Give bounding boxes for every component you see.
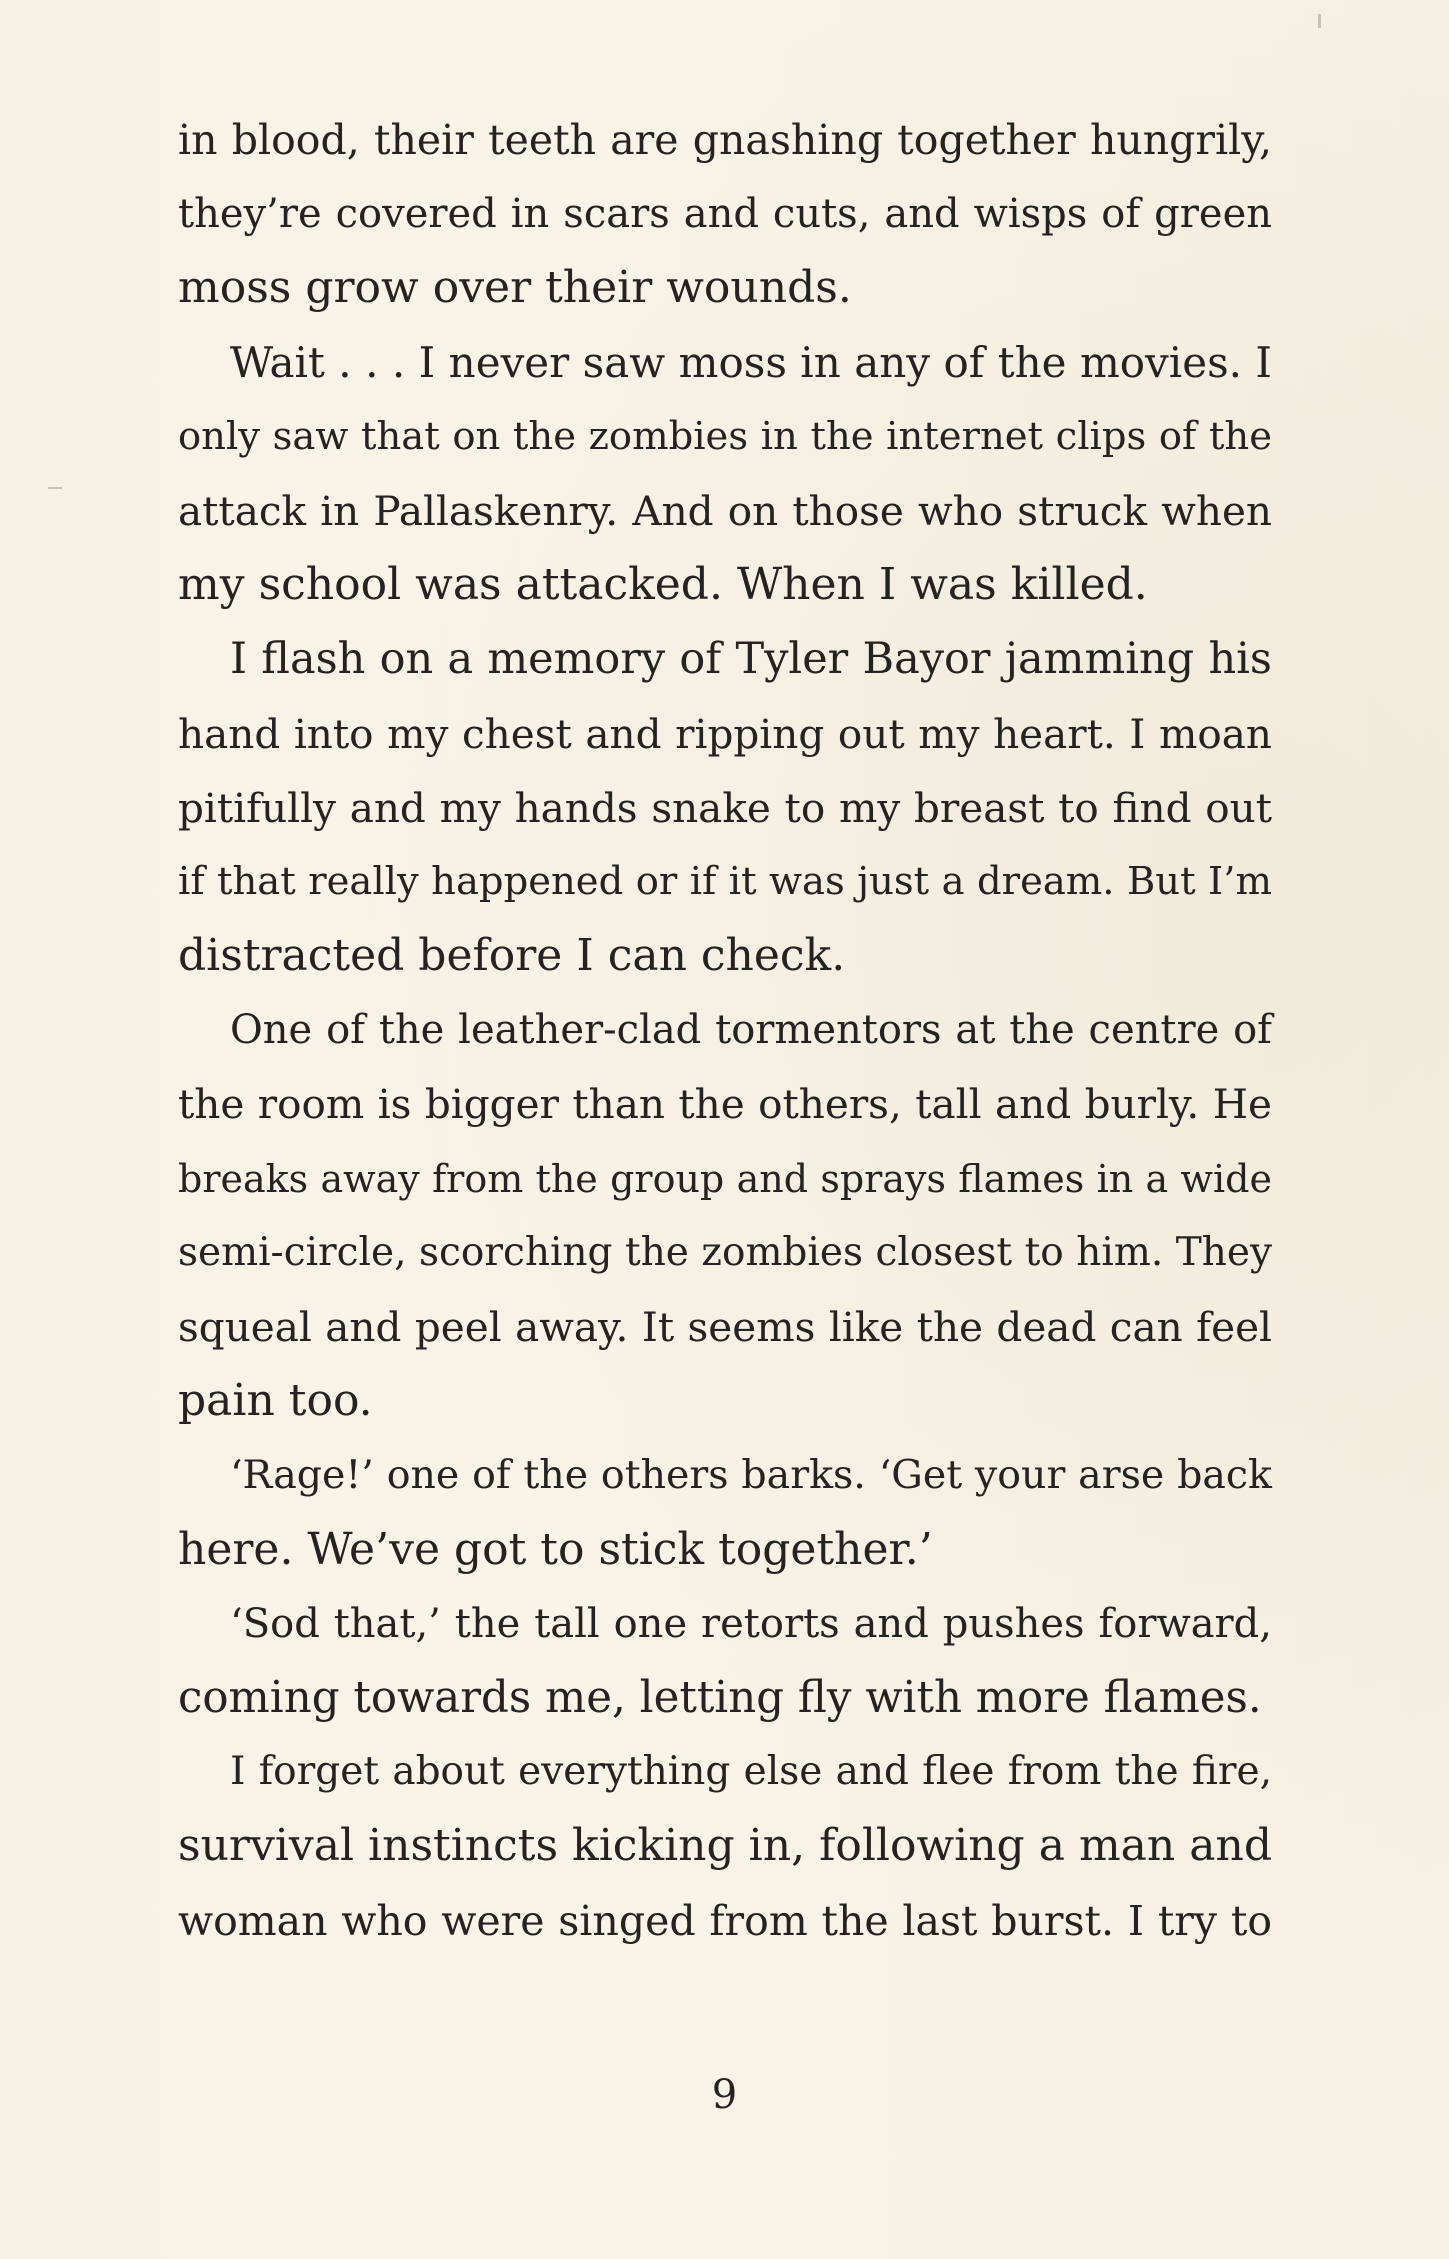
- body-text: [178, 103, 1272, 1958]
- text-line: pain too.: [178, 1375, 373, 1427]
- text-line: coming towards me, letting fly with more flames.: [178, 1672, 1262, 1723]
- text-line: my school was attacked. When I was killed.: [178, 559, 1148, 611]
- text-line: I forget about everything else and flee from the fire,: [230, 1749, 1272, 1795]
- text-line: they’re covered in scars and cuts, and wisps of green: [178, 191, 1272, 238]
- text-line: attack in Pallaskenry. And on those who struck when: [178, 486, 1272, 535]
- scan-speck: [1318, 14, 1321, 28]
- text-line: One of the leather-clad tormentors at the centre of: [230, 1007, 1272, 1054]
- text-line: distracted before I can check.: [178, 930, 846, 982]
- text-line: I flash on a memory of Tyler Bayor jamming his: [230, 634, 1272, 685]
- text-line: semi-circle, scorching the zombies closest to him. They: [178, 1229, 1272, 1275]
- text-line: in blood, their teeth are gnashing together hungrily,: [178, 116, 1272, 164]
- text-line: only saw that on the zombies in the internet clips of the: [178, 413, 1272, 459]
- text-line: breaks away from the group and sprays flames in a wide: [178, 1156, 1272, 1201]
- page-number: 9: [711, 2072, 738, 2118]
- text-line: Wait . . . I never saw moss in any of the movies. I: [230, 337, 1272, 387]
- text-line: the room is bigger than the others, tall and burly. He: [178, 1080, 1272, 1129]
- text-line: squeal and peel away. It seems like the dead can feel: [178, 1303, 1272, 1351]
- text-line: pitifully and my hands snake to my breast to find out: [178, 783, 1272, 832]
- text-line: hand into my chest and ripping out my heart. I moan: [178, 709, 1272, 758]
- text-line: here. We’ve got to stick together.’: [178, 1523, 933, 1575]
- text-line: ‘Rage!’ one of the others barks. ‘Get your arse back: [230, 1452, 1272, 1499]
- text-line: moss grow over their wounds.: [178, 262, 852, 314]
- text-line: woman who were singed from the last burst. I try to: [178, 1896, 1272, 1945]
- text-line: ‘Sod that,’ the tall one retorts and pushes forward,: [230, 1600, 1272, 1647]
- scan-speck: [48, 487, 62, 489]
- text-line: if that really happened or if it was just a dream. But I’m: [178, 858, 1272, 904]
- text-line: survival instincts kicking in, following a man and: [178, 1820, 1272, 1872]
